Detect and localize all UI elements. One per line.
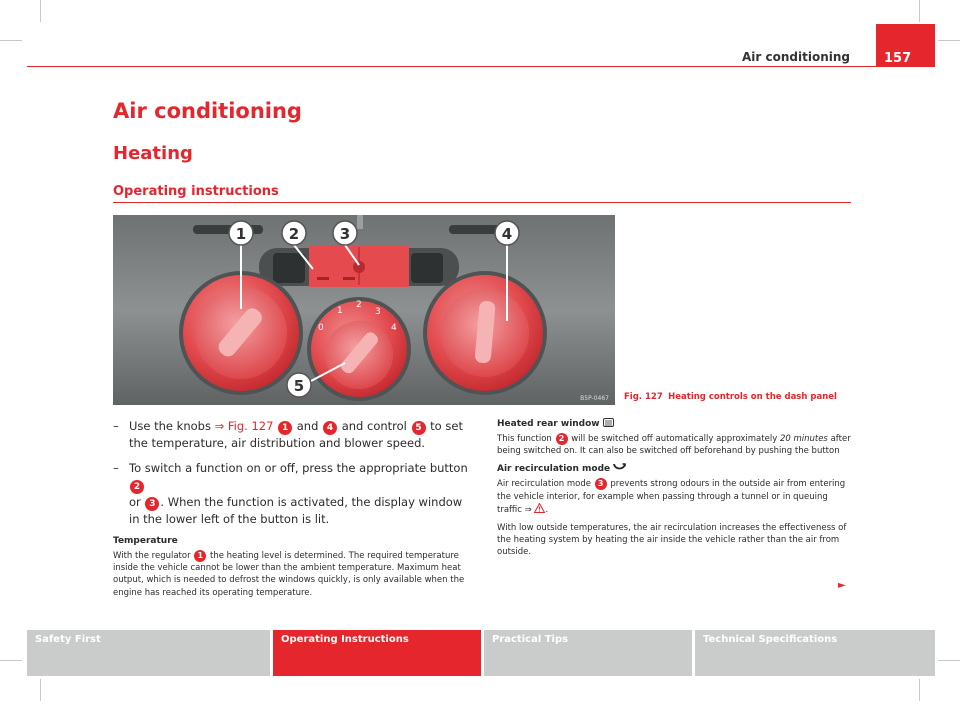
- section-heading: Heating: [113, 143, 193, 164]
- heated-rear-window-heading: Heated rear window: [497, 418, 852, 429]
- svg-text:5: 5: [293, 377, 305, 395]
- crop-mark: [919, 0, 920, 22]
- svg-text:1: 1: [235, 225, 247, 243]
- air-recirculation-paragraph: Air recirculation mode 3 prevents strong odours in the outside air from entering the vehicle interior, for example when passing through a tunnel or in queuing traffic ⇒ .: [497, 479, 846, 515]
- subsection-rule: [113, 202, 851, 203]
- callout-badge: 3: [595, 478, 607, 490]
- bullet-text: To switch a function on or off, press the appropriate button 2 or 3 . When the function is activated, the display window in the lower left of the button is lit.: [129, 461, 468, 526]
- air-recirculation-heading: Air recirculation mode: [497, 463, 852, 474]
- right-column: [497, 418, 852, 565]
- svg-text:4: 4: [501, 225, 513, 243]
- crop-mark: [919, 679, 920, 701]
- callout-badge: 3: [145, 497, 159, 511]
- figure-caption-label: Fig. 127: [624, 392, 663, 402]
- footer-tab-safety-first[interactable]: Safety First: [27, 630, 270, 676]
- footer-tab-practical-tips[interactable]: Practical Tips: [484, 630, 692, 676]
- crop-mark: [938, 660, 960, 661]
- bullet-text: Use the knobs ⇒ Fig. 127 1 and 4 and control 5 to set the temperature, air distribution and blower speed.: [129, 419, 463, 450]
- figure-image-code: B5P-0467: [580, 395, 609, 402]
- callout-badge: 2: [556, 433, 568, 445]
- rear-window-heater-icon: [603, 418, 614, 427]
- warning-triangle-icon: [534, 503, 545, 513]
- air-recirculation-icon: [613, 463, 626, 471]
- callout-badge: 2: [130, 480, 144, 494]
- bullet-dash: –: [113, 461, 119, 475]
- heated-rear-window-paragraph: This function 2 will be switched off automatically approximately 20 minutes after being switched on. It can also be switched off beforehand by pushing the button: [497, 434, 851, 457]
- figure-caption-text: Heating controls on the dash panel: [668, 392, 837, 402]
- heating-controls-figure: [113, 215, 615, 405]
- dial-number: 0: [318, 323, 324, 333]
- heating-controls-illustration: [113, 215, 615, 405]
- instruction-bullet: [113, 418, 470, 452]
- left-column: [113, 418, 470, 605]
- svg-text:2: 2: [288, 225, 300, 243]
- svg-text:3: 3: [339, 225, 351, 243]
- footer-tab-technical-specifications[interactable]: Technical Specifications: [695, 630, 935, 676]
- dial-number: 2: [356, 300, 362, 310]
- callout-badge: 4: [323, 421, 337, 435]
- footer-tab-operating-instructions[interactable]: Operating Instructions: [273, 630, 481, 676]
- chapter-heading: Air conditioning: [113, 99, 302, 123]
- figure-callout-1: [229, 221, 253, 245]
- dial-number: 1: [337, 306, 343, 316]
- figure-link[interactable]: ⇒ Fig. 127: [214, 419, 274, 433]
- bullet-dash: –: [113, 419, 119, 433]
- instruction-bullet: [113, 460, 470, 528]
- figure-caption: [624, 392, 837, 402]
- crop-mark: [40, 679, 41, 701]
- figure-callout-4: [495, 221, 519, 245]
- running-header-title: Air conditioning: [742, 50, 850, 64]
- crop-mark: [40, 0, 41, 22]
- temperature-heading: Temperature: [113, 536, 178, 546]
- figure-callout-3: [333, 221, 357, 245]
- callout-badge: 1: [194, 550, 206, 562]
- crop-mark: [0, 40, 22, 41]
- figure-callout-2: [282, 221, 306, 245]
- page-number: 157: [876, 24, 935, 67]
- subsection-heading: Operating instructions: [113, 184, 279, 199]
- dial-number: 4: [391, 323, 397, 333]
- crop-mark: [0, 660, 22, 661]
- continued-arrow-icon: ►: [838, 580, 846, 591]
- crop-mark: [938, 40, 960, 41]
- figure-callout-5: [287, 373, 311, 397]
- callout-badge: 5: [412, 421, 426, 435]
- header-rule: [27, 66, 935, 67]
- warning-link[interactable]: ⇒: [524, 504, 532, 515]
- callout-badge: 1: [278, 421, 292, 435]
- air-recirculation-paragraph-2: With low outside temperatures, the air recirculation increases the effectiveness of the heating system by heating the air inside the vehicle rather than the air from outside.: [497, 523, 847, 558]
- temperature-paragraph: With the regulator 1 the heating level is determined. The required temperature inside the vehicle cannot be lower than the ambient temperature. Maximum heat output, which is needed to defrost the windows quickly, is only available when the engine has reached its operating temperature.: [113, 551, 465, 598]
- dial-number: 3: [375, 307, 381, 317]
